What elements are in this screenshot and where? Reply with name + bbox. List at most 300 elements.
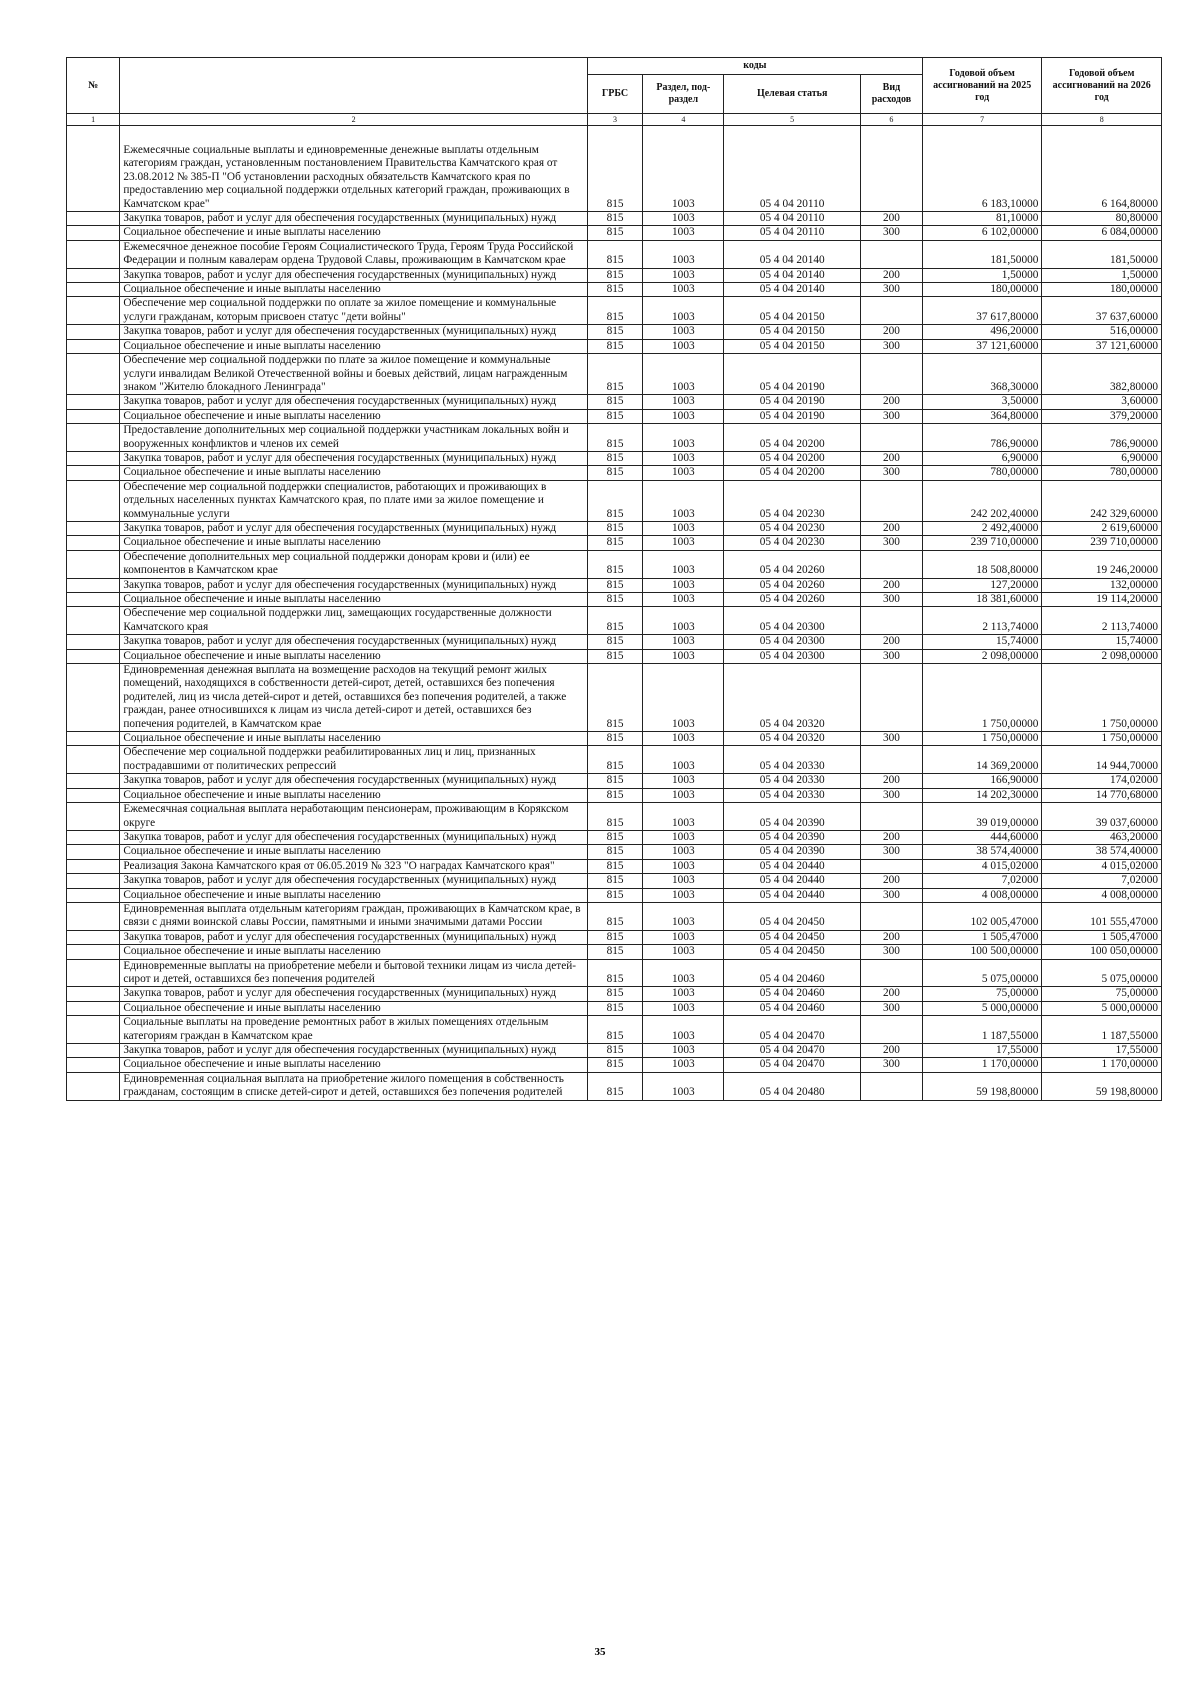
table-row [67, 480, 1162, 521]
row-num-cell [67, 578, 120, 592]
row-2025-cell: 15,74000 [922, 635, 1042, 649]
row-section-cell: 1003 [643, 664, 724, 732]
table-row [67, 1001, 1162, 1015]
row-target-cell: 05 4 04 20460 [724, 959, 861, 987]
row-kind-cell: 300 [860, 845, 922, 859]
col-number: 5 [724, 114, 861, 126]
table-row [67, 268, 1162, 282]
row-name-cell: Предоставление дополнительных мер социальной поддержки участникам локальных войн и вооруженных конфликтов и членов их семей [120, 424, 587, 452]
table-row [67, 902, 1162, 930]
row-kind-cell: 200 [860, 521, 922, 535]
row-name-cell: Ежемесячные социальные выплаты и единовременные денежные выплаты отдельным категориям граждан, установленным постановлением Правительства Камчатского края от 23.08.2012 № 385-П "Об установлении расходных обязательств Камчатского края по предоставлению мер социальной поддержки отдельных категорий граждан, проживающих в Камчатском крае" [120, 126, 587, 212]
table-row [67, 424, 1162, 452]
row-2026-cell: 80,80000 [1042, 212, 1162, 226]
row-2026-cell: 101 555,47000 [1042, 902, 1162, 930]
row-grbs-cell: 815 [587, 521, 642, 535]
row-grbs-cell: 815 [587, 240, 642, 268]
row-2026-cell: 463,20000 [1042, 830, 1162, 844]
row-name-cell: Обеспечение мер социальной поддержки лиц, замещающих государственные должности Камчатского края [120, 607, 587, 635]
row-section-cell: 1003 [643, 774, 724, 788]
row-grbs-cell: 815 [587, 536, 642, 550]
row-num-cell [67, 746, 120, 774]
row-target-cell: 05 4 04 20450 [724, 930, 861, 944]
row-target-cell: 05 4 04 20390 [724, 830, 861, 844]
row-target-cell: 05 4 04 20140 [724, 283, 861, 297]
row-kind-cell: 300 [860, 339, 922, 353]
row-num-cell [67, 466, 120, 480]
row-grbs-cell: 815 [587, 1016, 642, 1044]
row-2026-cell: 4 015,02000 [1042, 859, 1162, 873]
table-header [67, 58, 1162, 126]
row-target-cell: 05 4 04 20200 [724, 424, 861, 452]
table-row [67, 395, 1162, 409]
row-grbs-cell: 815 [587, 859, 642, 873]
row-grbs-cell: 815 [587, 480, 642, 521]
row-grbs-cell: 815 [587, 451, 642, 465]
row-name-cell: Закупка товаров, работ и услуг для обеспечения государственных (муниципальных) нужд [120, 1044, 587, 1058]
row-target-cell: 05 4 04 20300 [724, 607, 861, 635]
row-name-cell: Закупка товаров, работ и услуг для обеспечения государственных (муниципальных) нужд [120, 874, 587, 888]
row-2026-cell: 516,00000 [1042, 325, 1162, 339]
row-grbs-cell: 815 [587, 339, 642, 353]
row-2025-cell: 166,90000 [922, 774, 1042, 788]
row-2026-cell: 4 008,00000 [1042, 888, 1162, 902]
row-num-cell [67, 424, 120, 452]
row-kind-cell: 200 [860, 774, 922, 788]
row-name-cell: Социальное обеспечение и иные выплаты населению [120, 732, 587, 746]
row-2025-cell: 81,10000 [922, 212, 1042, 226]
table-row [67, 830, 1162, 844]
row-2026-cell: 75,00000 [1042, 987, 1162, 1001]
row-target-cell: 05 4 04 20440 [724, 874, 861, 888]
row-2026-cell: 1 750,00000 [1042, 732, 1162, 746]
row-num-cell [67, 409, 120, 423]
row-grbs-cell: 815 [587, 1044, 642, 1058]
row-2025-cell: 75,00000 [922, 987, 1042, 1001]
row-target-cell: 05 4 04 20300 [724, 635, 861, 649]
table-row [67, 845, 1162, 859]
row-section-cell: 1003 [643, 536, 724, 550]
table-row [67, 1044, 1162, 1058]
row-2025-cell: 3,50000 [922, 395, 1042, 409]
row-num-cell [67, 607, 120, 635]
row-num-cell [67, 959, 120, 987]
row-kind-cell [860, 859, 922, 873]
row-grbs-cell: 815 [587, 888, 642, 902]
row-name-cell: Ежемесячная социальная выплата неработающим пенсионерам, проживающим в Корякском округе [120, 803, 587, 831]
row-grbs-cell: 815 [587, 803, 642, 831]
table-row [67, 212, 1162, 226]
table-row [67, 859, 1162, 873]
table-row [67, 297, 1162, 325]
row-num-cell [67, 664, 120, 732]
row-num-cell [67, 126, 120, 212]
row-name-cell: Закупка товаров, работ и услуг для обеспечения государственных (муниципальных) нужд [120, 635, 587, 649]
row-name-cell: Социальное обеспечение и иные выплаты населению [120, 845, 587, 859]
row-name-cell: Социальное обеспечение и иные выплаты населению [120, 409, 587, 423]
row-num-cell [67, 859, 120, 873]
row-kind-cell [860, 803, 922, 831]
row-grbs-cell: 815 [587, 1058, 642, 1072]
row-section-cell: 1003 [643, 297, 724, 325]
row-grbs-cell: 815 [587, 354, 642, 395]
row-section-cell: 1003 [643, 593, 724, 607]
row-2025-cell: 38 574,40000 [922, 845, 1042, 859]
row-section-cell: 1003 [643, 424, 724, 452]
row-num-cell [67, 1016, 120, 1044]
row-section-cell: 1003 [643, 945, 724, 959]
table-row [67, 451, 1162, 465]
row-kind-cell [860, 354, 922, 395]
row-2025-cell: 242 202,40000 [922, 480, 1042, 521]
row-num-cell [67, 240, 120, 268]
table-row [67, 1058, 1162, 1072]
row-2026-cell: 6,90000 [1042, 451, 1162, 465]
row-target-cell: 05 4 04 20460 [724, 987, 861, 1001]
row-2026-cell: 19 246,20000 [1042, 550, 1162, 578]
row-grbs-cell: 815 [587, 664, 642, 732]
row-name-cell: Социальное обеспечение и иные выплаты населению [120, 466, 587, 480]
row-kind-cell: 300 [860, 1058, 922, 1072]
row-2025-cell: 780,00000 [922, 466, 1042, 480]
row-section-cell: 1003 [643, 874, 724, 888]
row-section-cell: 1003 [643, 339, 724, 353]
row-2026-cell: 180,00000 [1042, 283, 1162, 297]
col-number: 7 [922, 114, 1042, 126]
row-kind-cell: 300 [860, 788, 922, 802]
row-2026-cell: 5 075,00000 [1042, 959, 1162, 987]
page-number: 35 [594, 1646, 606, 1658]
row-section-cell: 1003 [643, 283, 724, 297]
row-section-cell: 1003 [643, 212, 724, 226]
row-grbs-cell: 815 [587, 774, 642, 788]
row-num-cell [67, 550, 120, 578]
row-num-cell [67, 732, 120, 746]
row-section-cell: 1003 [643, 649, 724, 663]
row-section-cell: 1003 [643, 732, 724, 746]
row-kind-cell: 300 [860, 409, 922, 423]
row-kind-cell: 300 [860, 945, 922, 959]
row-2025-cell: 18 381,60000 [922, 593, 1042, 607]
row-num-cell [67, 536, 120, 550]
row-name-cell: Закупка товаров, работ и услуг для обеспечения государственных (муниципальных) нужд [120, 930, 587, 944]
row-target-cell: 05 4 04 20390 [724, 845, 861, 859]
row-2026-cell: 1 750,00000 [1042, 664, 1162, 732]
row-num-cell [67, 283, 120, 297]
row-name-cell: Обеспечение мер социальной поддержки по плате за жилое помещение и коммунальные услуги инвалидам Великой Отечественной войны и боевых действий, лицам награжденным знаком "Жителю блокадного Ленинграда" [120, 354, 587, 395]
row-name-cell: Социальное обеспечение и иные выплаты населению [120, 1001, 587, 1015]
table-row [67, 466, 1162, 480]
row-name-cell: Социальное обеспечение и иные выплаты населению [120, 226, 587, 240]
row-name-cell: Закупка товаров, работ и услуг для обеспечения государственных (муниципальных) нужд [120, 325, 587, 339]
row-2026-cell: 14 944,70000 [1042, 746, 1162, 774]
row-num-cell [67, 649, 120, 663]
row-kind-cell: 200 [860, 635, 922, 649]
row-section-cell: 1003 [643, 959, 724, 987]
row-name-cell: Закупка товаров, работ и услуг для обеспечения государственных (муниципальных) нужд [120, 578, 587, 592]
row-num-cell [67, 774, 120, 788]
row-target-cell: 05 4 04 20110 [724, 126, 861, 212]
row-target-cell: 05 4 04 20230 [724, 536, 861, 550]
row-2025-cell: 4 008,00000 [922, 888, 1042, 902]
table-row [67, 732, 1162, 746]
row-num-cell [67, 803, 120, 831]
row-2025-cell: 786,90000 [922, 424, 1042, 452]
row-grbs-cell: 815 [587, 550, 642, 578]
row-grbs-cell: 815 [587, 902, 642, 930]
table-row [67, 536, 1162, 550]
row-name-cell: Закупка товаров, работ и услуг для обеспечения государственных (муниципальных) нужд [120, 774, 587, 788]
table-row [67, 803, 1162, 831]
row-section-cell: 1003 [643, 788, 724, 802]
row-2026-cell: 7,02000 [1042, 874, 1162, 888]
row-grbs-cell: 815 [587, 578, 642, 592]
row-num-cell [67, 874, 120, 888]
header-kind: Вид расходов [860, 75, 922, 114]
row-target-cell: 05 4 04 20470 [724, 1058, 861, 1072]
table-row [67, 888, 1162, 902]
table-row [67, 126, 1162, 212]
row-target-cell: 05 4 04 20150 [724, 325, 861, 339]
row-section-cell: 1003 [643, 550, 724, 578]
row-name-cell: Закупка товаров, работ и услуг для обеспечения государственных (муниципальных) нужд [120, 451, 587, 465]
row-2025-cell: 4 015,02000 [922, 859, 1042, 873]
row-section-cell: 1003 [643, 126, 724, 212]
table-row [67, 339, 1162, 353]
row-name-cell: Закупка товаров, работ и услуг для обеспечения государственных (муниципальных) нужд [120, 521, 587, 535]
row-2025-cell: 364,80000 [922, 409, 1042, 423]
row-num-cell [67, 212, 120, 226]
row-2026-cell: 1 187,55000 [1042, 1016, 1162, 1044]
row-2026-cell: 100 050,00000 [1042, 945, 1162, 959]
col-number: 4 [643, 114, 724, 126]
row-name-cell: Закупка товаров, работ и услуг для обеспечения государственных (муниципальных) нужд [120, 987, 587, 1001]
row-section-cell: 1003 [643, 268, 724, 282]
row-2025-cell: 180,00000 [922, 283, 1042, 297]
row-2026-cell: 382,80000 [1042, 354, 1162, 395]
row-grbs-cell: 815 [587, 593, 642, 607]
row-2026-cell: 3,60000 [1042, 395, 1162, 409]
table-row [67, 1072, 1162, 1100]
row-num-cell [67, 339, 120, 353]
row-2025-cell: 5 000,00000 [922, 1001, 1042, 1015]
row-2026-cell: 15,74000 [1042, 635, 1162, 649]
row-kind-cell: 300 [860, 536, 922, 550]
row-target-cell: 05 4 04 20230 [724, 521, 861, 535]
table-row [67, 354, 1162, 395]
table-row [67, 959, 1162, 987]
row-2025-cell: 14 202,30000 [922, 788, 1042, 802]
row-2025-cell: 39 019,00000 [922, 803, 1042, 831]
row-name-cell: Социальное обеспечение и иные выплаты населению [120, 649, 587, 663]
row-kind-cell: 300 [860, 1001, 922, 1015]
row-target-cell: 05 4 04 20200 [724, 466, 861, 480]
table-row [67, 1016, 1162, 1044]
row-name-cell: Социальное обеспечение и иные выплаты населению [120, 283, 587, 297]
row-2026-cell: 1 170,00000 [1042, 1058, 1162, 1072]
table-row [67, 607, 1162, 635]
row-kind-cell: 200 [860, 930, 922, 944]
row-grbs-cell: 815 [587, 874, 642, 888]
row-section-cell: 1003 [643, 1044, 724, 1058]
table-body [67, 126, 1162, 1101]
row-kind-cell: 200 [860, 1044, 922, 1058]
row-grbs-cell: 815 [587, 930, 642, 944]
row-num-cell [67, 902, 120, 930]
row-2026-cell: 19 114,20000 [1042, 593, 1162, 607]
table-row [67, 409, 1162, 423]
table-row [67, 746, 1162, 774]
row-2026-cell: 379,20000 [1042, 409, 1162, 423]
row-kind-cell [860, 746, 922, 774]
row-grbs-cell: 815 [587, 635, 642, 649]
row-target-cell: 05 4 04 20190 [724, 409, 861, 423]
row-name-cell: Единовременная выплата отдельным категориям граждан, проживающих в Камчатском крае, в связи с днями воинской славы России, памятными и иными значимыми датами России [120, 902, 587, 930]
row-2026-cell: 242 329,60000 [1042, 480, 1162, 521]
row-name-cell: Социальные выплаты на проведение ремонтных работ в жилых помещениях отдельным категориям граждан в Камчатском крае [120, 1016, 587, 1044]
row-2025-cell: 37 617,80000 [922, 297, 1042, 325]
col-number: 3 [587, 114, 642, 126]
header-grbs: ГРБС [587, 75, 642, 114]
row-2025-cell: 6 183,10000 [922, 126, 1042, 212]
row-section-cell: 1003 [643, 466, 724, 480]
row-grbs-cell: 815 [587, 959, 642, 987]
row-kind-cell: 300 [860, 283, 922, 297]
table-row [67, 521, 1162, 535]
row-target-cell: 05 4 04 20330 [724, 774, 861, 788]
row-target-cell: 05 4 04 20110 [724, 226, 861, 240]
row-num-cell [67, 788, 120, 802]
row-grbs-cell: 815 [587, 283, 642, 297]
row-2026-cell: 17,55000 [1042, 1044, 1162, 1058]
row-section-cell: 1003 [643, 325, 724, 339]
row-2025-cell: 2 113,74000 [922, 607, 1042, 635]
row-target-cell: 05 4 04 20110 [724, 212, 861, 226]
row-2025-cell: 1 505,47000 [922, 930, 1042, 944]
row-num-cell [67, 1044, 120, 1058]
row-2025-cell: 368,30000 [922, 354, 1042, 395]
row-name-cell: Социальное обеспечение и иные выплаты населению [120, 536, 587, 550]
row-target-cell: 05 4 04 20450 [724, 902, 861, 930]
row-2026-cell: 2 113,74000 [1042, 607, 1162, 635]
row-grbs-cell: 815 [587, 126, 642, 212]
row-2026-cell: 38 574,40000 [1042, 845, 1162, 859]
row-num-cell [67, 888, 120, 902]
row-target-cell: 05 4 04 20300 [724, 649, 861, 663]
col-number: 2 [120, 114, 587, 126]
row-name-cell: Единовременная денежная выплата на возмещение расходов на текущий ремонт жилых помещений, находящихся в собственности детей-сирот, детей, оставшихся без попечения родителей, лиц из числа детей-сирот и детей, оставшихся без попечения родителей, а также граждан, ранее относившихся к лицам из числа детей-сирот и детей, оставшихся без попечения родителей, в Камчатском крае [120, 664, 587, 732]
row-kind-cell [860, 664, 922, 732]
row-2025-cell: 37 121,60000 [922, 339, 1042, 353]
table-row [67, 774, 1162, 788]
row-name-cell: Социальное обеспечение и иные выплаты населению [120, 1058, 587, 1072]
row-2025-cell: 1 750,00000 [922, 664, 1042, 732]
row-grbs-cell: 815 [587, 649, 642, 663]
row-2026-cell: 181,50000 [1042, 240, 1162, 268]
row-section-cell: 1003 [643, 1016, 724, 1044]
row-num-cell [67, 830, 120, 844]
row-target-cell: 05 4 04 20190 [724, 354, 861, 395]
row-kind-cell: 200 [860, 874, 922, 888]
row-target-cell: 05 4 04 20260 [724, 578, 861, 592]
row-grbs-cell: 815 [587, 297, 642, 325]
table-row [67, 635, 1162, 649]
row-target-cell: 05 4 04 20440 [724, 859, 861, 873]
row-name-cell: Закупка товаров, работ и услуг для обеспечения государственных (муниципальных) нужд [120, 268, 587, 282]
row-num-cell [67, 987, 120, 1001]
table-row [67, 788, 1162, 802]
row-grbs-cell: 815 [587, 746, 642, 774]
row-section-cell: 1003 [643, 1058, 724, 1072]
row-name-cell: Закупка товаров, работ и услуг для обеспечения государственных (муниципальных) нужд [120, 830, 587, 844]
row-section-cell: 1003 [643, 845, 724, 859]
row-num-cell [67, 451, 120, 465]
row-2026-cell: 1,50000 [1042, 268, 1162, 282]
row-num-cell [67, 395, 120, 409]
row-name-cell: Социальное обеспечение и иные выплаты населению [120, 593, 587, 607]
row-2025-cell: 1,50000 [922, 268, 1042, 282]
table-row [67, 930, 1162, 944]
header-2026: Годовой объем ассигнований на 2026 год [1042, 58, 1162, 114]
header-codes: коды [587, 58, 922, 75]
header-target: Целевая статья [724, 75, 861, 114]
row-name-cell: Ежемесячное денежное пособие Героям Социалистического Труда, Героям Труда Российской Федерации и полным кавалерам ордена Трудовой Славы, проживающим в Камчатском крае [120, 240, 587, 268]
row-kind-cell [860, 1016, 922, 1044]
row-num-cell [67, 354, 120, 395]
row-target-cell: 05 4 04 20330 [724, 788, 861, 802]
row-num-cell [67, 480, 120, 521]
row-2026-cell: 239 710,00000 [1042, 536, 1162, 550]
row-kind-cell: 300 [860, 226, 922, 240]
row-2025-cell: 239 710,00000 [922, 536, 1042, 550]
table-row [67, 987, 1162, 1001]
row-grbs-cell: 815 [587, 945, 642, 959]
row-kind-cell [860, 126, 922, 212]
row-section-cell: 1003 [643, 830, 724, 844]
row-2026-cell: 786,90000 [1042, 424, 1162, 452]
row-kind-cell [860, 1072, 922, 1100]
row-grbs-cell: 815 [587, 212, 642, 226]
row-2025-cell: 496,20000 [922, 325, 1042, 339]
row-section-cell: 1003 [643, 635, 724, 649]
row-2025-cell: 1 750,00000 [922, 732, 1042, 746]
row-target-cell: 05 4 04 20330 [724, 746, 861, 774]
row-grbs-cell: 815 [587, 845, 642, 859]
row-num-cell [67, 1001, 120, 1015]
row-num-cell [67, 635, 120, 649]
table-row [67, 945, 1162, 959]
row-kind-cell: 300 [860, 466, 922, 480]
row-target-cell: 05 4 04 20230 [724, 480, 861, 521]
row-section-cell: 1003 [643, 803, 724, 831]
col-number: 1 [67, 114, 120, 126]
row-kind-cell [860, 297, 922, 325]
row-target-cell: 05 4 04 20390 [724, 803, 861, 831]
row-name-cell: Социальное обеспечение и иные выплаты населению [120, 788, 587, 802]
row-grbs-cell: 815 [587, 395, 642, 409]
row-2025-cell: 5 075,00000 [922, 959, 1042, 987]
row-kind-cell: 300 [860, 593, 922, 607]
row-target-cell: 05 4 04 20140 [724, 268, 861, 282]
row-kind-cell [860, 424, 922, 452]
header-name [120, 58, 587, 114]
row-2026-cell: 2 619,60000 [1042, 521, 1162, 535]
row-target-cell: 05 4 04 20150 [724, 339, 861, 353]
row-kind-cell: 200 [860, 268, 922, 282]
row-2026-cell: 37 121,60000 [1042, 339, 1162, 353]
row-target-cell: 05 4 04 20470 [724, 1016, 861, 1044]
row-section-cell: 1003 [643, 226, 724, 240]
